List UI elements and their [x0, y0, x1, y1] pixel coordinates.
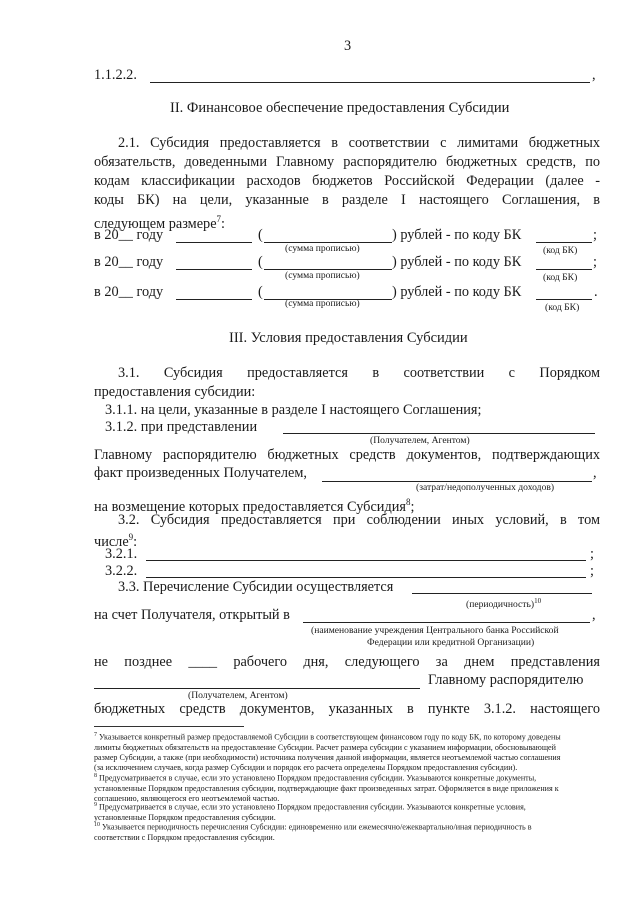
- year-row-1-caption-code: (код БК): [543, 245, 578, 256]
- year-row-2-code-blank: [536, 269, 592, 270]
- year-row-3-end: .: [594, 284, 598, 300]
- p321-end: ;: [590, 546, 594, 562]
- year-row-2-prefix: в 20__ году: [94, 254, 164, 270]
- footnote-ref-7: 7: [216, 214, 222, 224]
- footnote-10-line-1: Указывается периодичность перечисления Субсидии: единовременно или ежемесячно/ежеквартально/иная периодичность в: [102, 822, 532, 832]
- footnote-8-line-3: соглашению, являющегося его неотъемлемой частью.: [94, 793, 280, 803]
- caption-bank-line-1: (наименование учреждения Центрального банка Российской: [311, 625, 559, 636]
- year-row-1-caption-sum: (сумма прописью): [285, 243, 360, 254]
- section-2-heading: II. Финансовое обеспечение предоставления Субсидии: [170, 100, 510, 116]
- p21-last-end: :: [221, 215, 226, 232]
- p312-line-3-end: ,: [593, 465, 597, 481]
- item-1-1-2-2-end: ,: [592, 67, 596, 83]
- p21-line-3: кодам классификации расходов бюджетов Российской Федерации (далее -: [94, 173, 600, 189]
- year-row-2-end: ;: [593, 254, 597, 270]
- footnote-7-line-1: Указывается конкретный размер предоставляемой Субсидии в соответствующем финансовом году по коду БК, по которому доведены: [99, 732, 561, 742]
- p312-blank: [283, 433, 595, 434]
- p312-label: 3.1.2. при представлении: [105, 419, 258, 435]
- year-row-1-paren: (: [258, 227, 263, 243]
- item-1-1-2-2-label: 1.1.2.2.: [94, 67, 137, 83]
- footnote-9-line-2: установленные Порядком предоставления субсидии.: [94, 812, 276, 822]
- caption-costs: (затрат/недополученных доходов): [416, 482, 555, 493]
- footnote-7-mark: 7: [94, 732, 97, 738]
- p32-line-1: 3.2. Субсидия предоставляется при соблюдении иных условий, в том: [118, 512, 600, 528]
- year-row-2-text: ) рублей - по коду БК: [392, 254, 522, 270]
- footnote-ref-9: 9: [128, 532, 134, 542]
- caption-recipient-2: (Получателем, Агентом): [188, 690, 288, 701]
- footnote-8-mark: 8: [94, 773, 97, 779]
- footnote-8-line-1: Предусматривается в случае, если это установлено Порядком предоставления субсидии. Указываются конкретные документы,: [99, 773, 537, 783]
- p33-line-2: на счет Получателя, открытый в: [94, 607, 290, 623]
- footnote-7: [94, 730, 600, 773]
- p33-line-3: не позднее ____ рабочего дня, следующего за днем представления: [94, 654, 600, 670]
- caption-bank-line-2: Федерации или кредитной Организации): [367, 637, 535, 648]
- p321-label: 3.2.1.: [105, 546, 138, 562]
- p312-line-3: факт произведенных Получателем,: [94, 465, 307, 481]
- footnote-10-line-2: соответствии с Порядком предоставления субсидии.: [94, 832, 275, 842]
- item-1-1-2-2-blank: [150, 82, 590, 83]
- caption-period: [466, 596, 541, 610]
- p31-line-1: 3.1. Субсидия предоставляется в соответствии с Порядком: [118, 365, 600, 381]
- p312-line-2: Главному распорядителю бюджетных средств документов, подтверждающих: [94, 447, 600, 463]
- footnote-ref-8: 8: [405, 497, 411, 507]
- year-row-1-code-blank: [536, 242, 592, 243]
- year-row-1-prefix: в 20__ году: [94, 227, 164, 243]
- p21-line-2: обязательств, доведенными Главному распорядителю бюджетных средств, по: [94, 154, 600, 170]
- p21-last-text: следующем размере: [94, 215, 217, 232]
- p311: 3.1.1. на цели, указанные в разделе I настоящего Соглашения;: [105, 402, 482, 418]
- p33-period-blank: [412, 593, 592, 594]
- p33-line-2-end: ,: [592, 607, 596, 623]
- footnote-separator: [94, 726, 244, 727]
- year-row-2-year-blank: [176, 269, 252, 270]
- year-row-2-caption-code: (код БК): [543, 272, 578, 283]
- p322-label: 3.2.2.: [105, 563, 138, 579]
- p32-line-2-end: :: [133, 533, 138, 550]
- year-row-1-text: ) рублей - по коду БК: [392, 227, 522, 243]
- year-row-1-year-blank: [176, 242, 252, 243]
- year-row-3-caption-code: (код БК): [545, 302, 580, 313]
- p32-line-2-text: числе: [94, 533, 129, 550]
- caption-recipient: (Получателем, Агентом): [370, 435, 470, 446]
- p321-blank: [146, 560, 586, 561]
- year-row-3-code-blank: [536, 299, 592, 300]
- footnote-7-line-4: (за исключением случаев, когда размер Субсидии и порядок его расчета определены Порядком предоставления субсидии).: [94, 762, 518, 772]
- footnote-ref-10: 10: [534, 597, 542, 605]
- p312-line-4-end: ;: [410, 498, 415, 515]
- year-row-3-caption-sum: (сумма прописью): [285, 298, 360, 309]
- p33-recipient-blank: [94, 688, 420, 689]
- year-row-3-text: ) рублей - по коду БК: [392, 284, 522, 300]
- p33-line-4: Главному распорядителю: [428, 672, 584, 688]
- p21-line-4: коды БК) на цели, указанные в разделе I настоящего Соглашения, в: [94, 192, 600, 208]
- caption-period-text: (периодичность): [466, 599, 535, 611]
- footnote-9-line-1: Предусматривается в случае, если это установлено Порядком предоставления субсидии. Указываются конкретные условия,: [99, 802, 526, 812]
- p33-label: 3.3. Перечисление Субсидии осуществляется: [118, 579, 394, 595]
- section-3-heading: III. Условия предоставления Субсидии: [229, 330, 468, 346]
- footnote-10: [94, 820, 600, 843]
- p33-line-5: бюджетных средств документов, указанных в пункте 3.1.2. настоящего: [94, 701, 600, 717]
- footnote-10-mark: 10: [94, 822, 100, 828]
- year-row-2-caption-sum: (сумма прописью): [285, 270, 360, 281]
- year-row-1-end: ;: [593, 227, 597, 243]
- footnote-7-line-2: лимиты бюджетных обязательств на предоставление Субсидии. Расчет размера субсидии с указанием информации, обосновывающей: [94, 742, 556, 752]
- page-number: 3: [344, 38, 352, 54]
- p312-line-4-text: на возмещение которых предоставляется Субсидия: [94, 498, 406, 515]
- year-row-3-prefix: в 20__ году: [94, 284, 164, 300]
- year-row-2-paren: (: [258, 254, 263, 270]
- p33-bank-blank: [303, 622, 590, 623]
- year-row-3-year-blank: [176, 299, 252, 300]
- footnote-8: [94, 771, 600, 804]
- p322-end: ;: [590, 563, 594, 579]
- footnote-9-mark: 9: [94, 802, 97, 808]
- footnote-8-line-2: установленные Порядком предоставления субсидии, подтверждающие факт произведенных затрат. Оформляется в виде приложения к: [94, 783, 559, 793]
- year-row-3-paren: (: [258, 284, 263, 300]
- footnote-7-line-3: размер Субсидии, а также (при необходимости) источника получения данной информации, является неотъемлемой частью соглашения: [94, 752, 561, 762]
- p21-line-1: 2.1. Субсидия предоставляется в соответствии с лимитами бюджетных: [118, 135, 600, 151]
- p31-line-2: предоставления субсидии:: [94, 384, 256, 400]
